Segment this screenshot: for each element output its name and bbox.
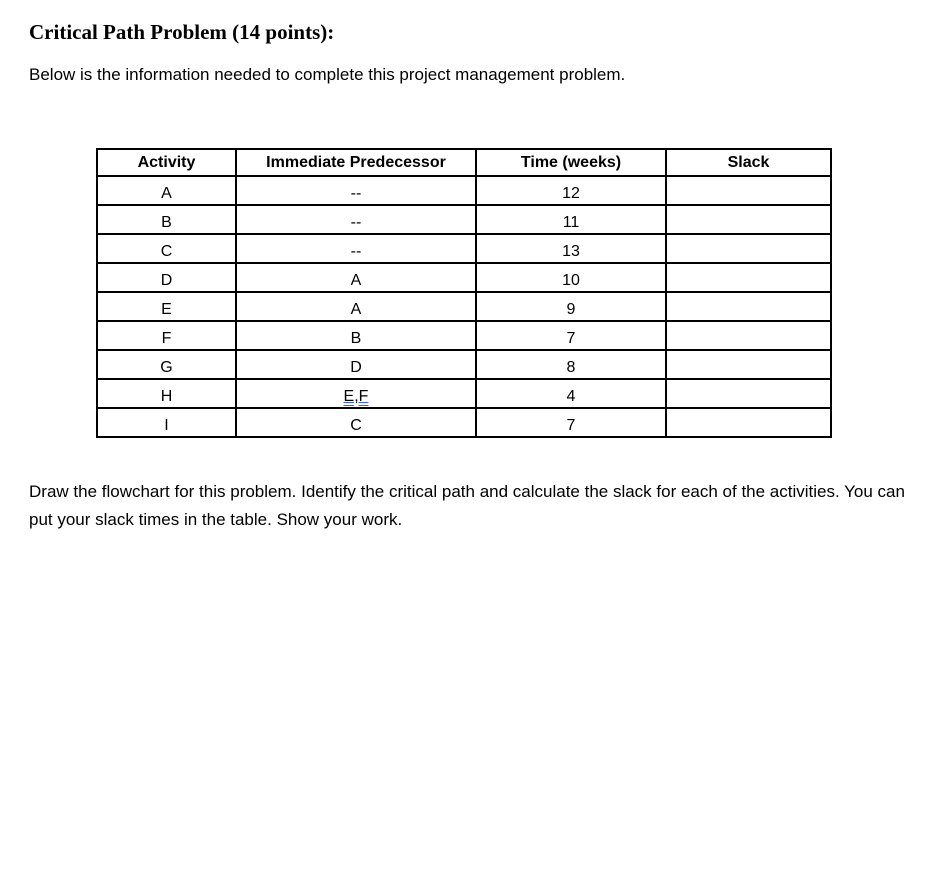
- table-row: [97, 205, 831, 234]
- time-cell: 9: [476, 292, 666, 321]
- problem-title: Critical Path Problem (14 points):: [29, 20, 335, 44]
- table-row: [97, 321, 831, 350]
- table-header-row: [97, 149, 831, 176]
- table-row: [97, 234, 831, 263]
- slack-cell[interactable]: [666, 350, 831, 379]
- slack-cell[interactable]: [666, 176, 831, 205]
- table-row: [97, 176, 831, 205]
- activity-cell: G: [97, 350, 236, 379]
- slack-cell[interactable]: [666, 379, 831, 408]
- activity-table: [96, 148, 832, 438]
- slack-cell[interactable]: [666, 321, 831, 350]
- time-cell: 7: [476, 321, 666, 350]
- predecessor-cell: B: [236, 321, 476, 350]
- time-cell: 12: [476, 176, 666, 205]
- table-row: [97, 408, 831, 437]
- activity-cell: B: [97, 205, 236, 234]
- activity-cell: I: [97, 408, 236, 437]
- predecessor-cell: --: [236, 205, 476, 234]
- predecessor-cell: A: [236, 292, 476, 321]
- activity-cell: C: [97, 234, 236, 263]
- predecessor-cell: [236, 379, 476, 408]
- predecessor-cell: D: [236, 350, 476, 379]
- predecessor-cell: --: [236, 176, 476, 205]
- activity-cell: E: [97, 292, 236, 321]
- time-cell: 13: [476, 234, 666, 263]
- predecessor-cell: A: [236, 263, 476, 292]
- table-row: [97, 263, 831, 292]
- slack-cell[interactable]: [666, 408, 831, 437]
- activity-cell: A: [97, 176, 236, 205]
- slack-cell[interactable]: [666, 263, 831, 292]
- predecessor-cell: C: [236, 408, 476, 437]
- header-activity: Activity: [97, 149, 236, 176]
- time-cell: 11: [476, 205, 666, 234]
- intro-text: Below is the information needed to complete this project management problem.: [29, 65, 626, 84]
- slack-cell[interactable]: [666, 292, 831, 321]
- instructions-text: Draw the flowchart for this problem. Identify the critical path and calculate the slack for each of the activities. You can put your slack times in the table. Show your work.: [29, 482, 905, 529]
- header-immediate-predecessor: Immediate Predecessor: [236, 149, 476, 176]
- time-cell: 8: [476, 350, 666, 379]
- predecessor-value-spellcheck: E,F: [343, 388, 369, 405]
- time-cell: 7: [476, 408, 666, 437]
- activity-cell: H: [97, 379, 236, 408]
- table-row: [97, 379, 831, 408]
- slack-cell[interactable]: [666, 234, 831, 263]
- time-cell: 4: [476, 379, 666, 408]
- header-slack: Slack: [666, 149, 831, 176]
- activity-cell: D: [97, 263, 236, 292]
- activity-cell: F: [97, 321, 236, 350]
- header-time-weeks: Time (weeks): [476, 149, 666, 176]
- time-cell: 10: [476, 263, 666, 292]
- slack-cell[interactable]: [666, 205, 831, 234]
- predecessor-cell: --: [236, 234, 476, 263]
- table-row: [97, 350, 831, 379]
- table-row: [97, 292, 831, 321]
